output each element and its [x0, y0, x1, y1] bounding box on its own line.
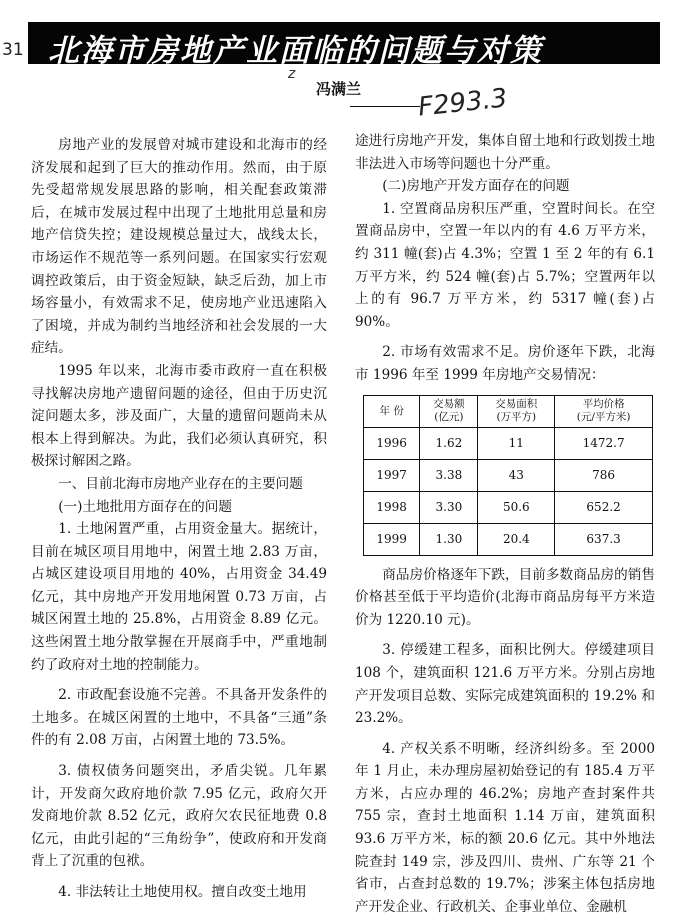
- table-cell: 1996: [364, 427, 420, 459]
- table-cell: 1999: [364, 523, 420, 555]
- paragraph-municipal: 2. 市政配套设施不完善。不具备开发条件的土地多。在城区闲置的土地中，不具备“三通”条件的有 2.08 万亩，占闲置土地的 73.5%。: [31, 687, 327, 749]
- author-underline: [350, 106, 420, 107]
- section-heading-1: 一、目前北海市房地产业存在的主要问题: [58, 475, 303, 492]
- table-cell: 1.30: [420, 523, 478, 555]
- table-row: [364, 427, 653, 459]
- subsection-heading-development: (二)房地产开发方面存在的问题: [382, 178, 570, 195]
- table-header-price: 平均价格 (元/平方米): [555, 395, 653, 427]
- table-row: [364, 459, 653, 491]
- table-cell: 3.38: [420, 459, 478, 491]
- table-row: [364, 491, 653, 523]
- table-cell: 1997: [364, 459, 420, 491]
- paragraph-vacant-housing: 1. 空置商品房积压严重，空置时间长。在空置商品房中，空置一年以内的有 4.6 万平方米，约 311 幢(套)占 4.3%；空置 1 至 2 年的有 6.1 万平方米，约 524 幢(套)占 5.7%；空置两年以上的有 96.7 万平方米，约 5317 幢(套)占 90%。: [355, 200, 655, 330]
- table-cell: 3.30: [420, 491, 478, 523]
- left-column: [31, 134, 327, 904]
- table-header-amount: 交易额 (亿元): [420, 395, 478, 427]
- paragraph-continued: 途进行房地产开发，集体自留土地和行政划拨土地非法进入市场等问题也十分严重。: [355, 133, 655, 172]
- paragraph-illegal-transfer: 4. 非法转让土地使用权。擅自改变土地用: [58, 884, 307, 900]
- table-header-area: 交易面积 (万平方): [478, 395, 555, 427]
- table-cell: 43: [478, 459, 555, 491]
- transaction-table: [363, 395, 653, 556]
- paragraph-stalled-projects: 3. 停缓建工程多，面积比例大。停缓建项目 108 个，建筑面积 121.6 万平方米。分别占房地产开发项目总数、实际完成建筑面积的 19.2% 和 23.2%。: [355, 642, 655, 727]
- paragraph-debt: 3. 债权债务问题突出，矛盾尖锐。几年累计，开发商欠政府地价款 7.95 亿元，政府欠开发商地价款 8.52 亿元，政府欠农民征地费 0.8 亿元，由此引起的“三角纷争”，使政府和开发商背上了沉重的包袱。: [31, 763, 327, 870]
- paragraph-property-rights: 4. 产权关系不明晰，经济纠纷多。至 2000 年 1 月止，未办理房屋初始登记的有 185.4 万平方米，占应办理的 46.2%；房地产查封案件共 755 宗，查封土地面积 1.14 万亩，建筑面积 93.6 万平方米，标的额 20.6 亿元。其中外地法院查封 149 宗，涉及四川、贵州、广东等 21 个省市，占查封总数的 19.7%；涉案主体包括房地产开发企业、行政机关、企事业单位、金融机: [355, 740, 655, 915]
- table-cell: 50.6: [478, 491, 555, 523]
- table-row: [364, 523, 653, 555]
- paragraph-intro: 房地产业的发展曾对城市建设和北海市的经济发展和起到了巨大的推动作用。然而，由于原先受超常规发展思路的影响，相关配套政策滞后，在城市发展过程中出现了土地批用总量和房地产信贷失控；建设规模总量过大，战线太长，市场运作不规范等一系列问题。在国家实行宏观调控政策后，由于资金短缺，缺乏后劲，加上市场容量小，有效需求不足，使房地产业迅速陷入了困境，并成为制约当地经济和社会发展的一大症结。: [31, 137, 327, 357]
- paragraph-price-decline: 商品房价格逐年下跌，目前多数商品房的销售价格甚至低于平均造价(北海市商品房每平方米造价为 1220.10 元)。: [355, 566, 655, 628]
- table-header-year: 年 份: [364, 395, 420, 427]
- title-banner: [28, 22, 660, 64]
- paragraph-demand: 2. 市场有效需求不足。房价逐年下跌，北海市 1996 年至 1999 年房地产交易情况：: [355, 344, 655, 383]
- table-cell: 652.2: [555, 491, 653, 523]
- table-cell: 20.4: [478, 523, 555, 555]
- subsection-heading-land: (一)土地批用方面存在的问题: [58, 498, 232, 515]
- table-cell: 1.62: [420, 427, 478, 459]
- paragraph-land-idle: 1. 土地闲置严重，占用资金量大。据统计，目前在城区项目用地中，闲置土地 2.83 万亩，占城区建设项目用地的 40%，占用资金 34.49 亿元，其中房地产开发用地闲置 0.73 万亩，占城区闲置土地的 25.8%，占用资金 8.89 亿元。这些闲置土地分散掌握在开展商手中，严重地制约了政府对土地的控制能力。: [31, 521, 327, 673]
- table-cell: 1472.7: [555, 427, 653, 459]
- table-cell: 1998: [364, 491, 420, 523]
- table-cell: 786: [555, 459, 653, 491]
- table-cell: 637.3: [555, 523, 653, 555]
- handwritten-mark: z: [288, 66, 296, 82]
- table-header-row: [364, 395, 653, 427]
- article-title: 北海市房地产业面临的问题与对策: [48, 33, 543, 64]
- right-column: [355, 130, 655, 918]
- table-cell: 11: [478, 427, 555, 459]
- page-number: 31: [2, 40, 24, 60]
- paragraph-1995: 1995 年以来，北海市委市政府一直在积极寻找解决房地产遗留问题的途径，但由于历史沉淀问题太多，涉及面广，大量的遗留问题尚未从根本上得到解决。为此，我们必须认真研究，积极探讨解困之路。: [31, 362, 327, 470]
- handwritten-classification-note: F293.3: [416, 83, 509, 123]
- author-name: 冯满兰: [316, 80, 362, 98]
